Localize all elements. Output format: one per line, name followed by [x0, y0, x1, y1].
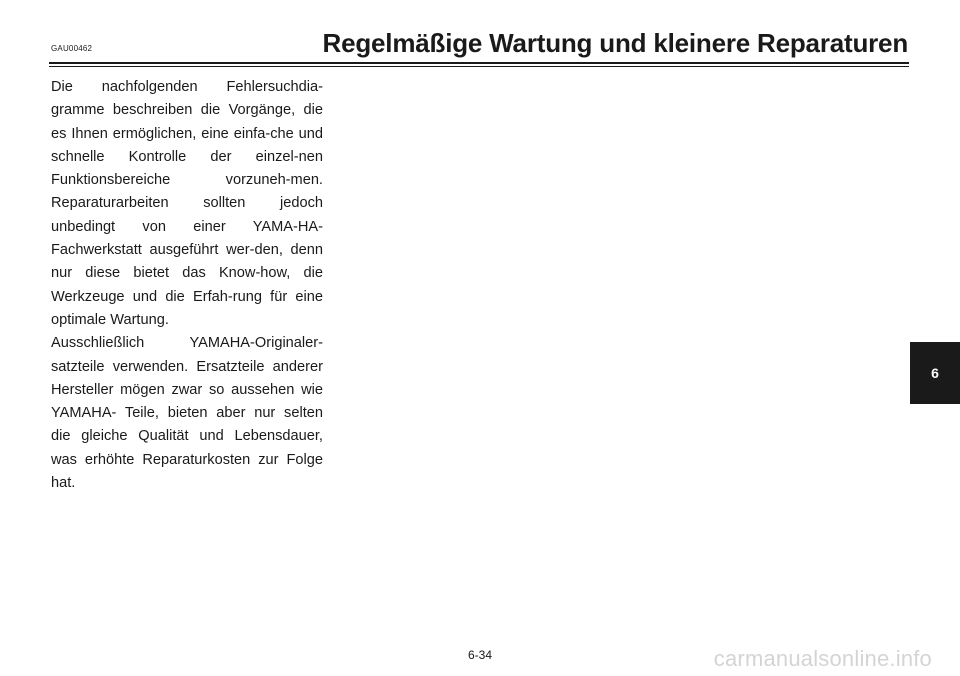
paragraph-intro: Die nachfolgenden Fehlersuchdia-gramme beschreiben die Vorgänge, die es Ihnen ermöglichen, eine einfa-che und schnelle Kontrolle der einzel-nen Funktionsbereiche vorzuneh-men. Reparaturarbeiten sollten jedoch unbedingt von einer YAMA-HA- Fachwerkstatt ausgeführt wer-den, denn nur diese bietet das Know-how, die Werkzeuge und die Erfah-rung für eine optimale Wartung.: [51, 79, 323, 328]
header-rule-thin: [49, 66, 909, 67]
body-text: [51, 76, 323, 495]
document-code: GAU00462: [51, 44, 93, 53]
chapter-tab-label: 6: [931, 365, 939, 381]
header-rule: [49, 62, 909, 64]
chapter-tab: [910, 342, 960, 404]
paragraph-genuine-parts: Ausschließlich YAMAHA-Originaler-satzteile verwenden. Ersatzteile anderer Hersteller mögen zwar so aussehen wie YAMAHA- Teile, bieten aber nur selten die gleiche Qualität und Lebensdauer, was erhöhte Reparaturkosten zur Folge hat.: [51, 335, 323, 492]
page-title: Regelmäßige Wartung und kleinere Reparaturen: [322, 28, 908, 58]
watermark: carmanualsonline.info: [713, 646, 932, 671]
page-number: 6-34: [467, 648, 493, 662]
